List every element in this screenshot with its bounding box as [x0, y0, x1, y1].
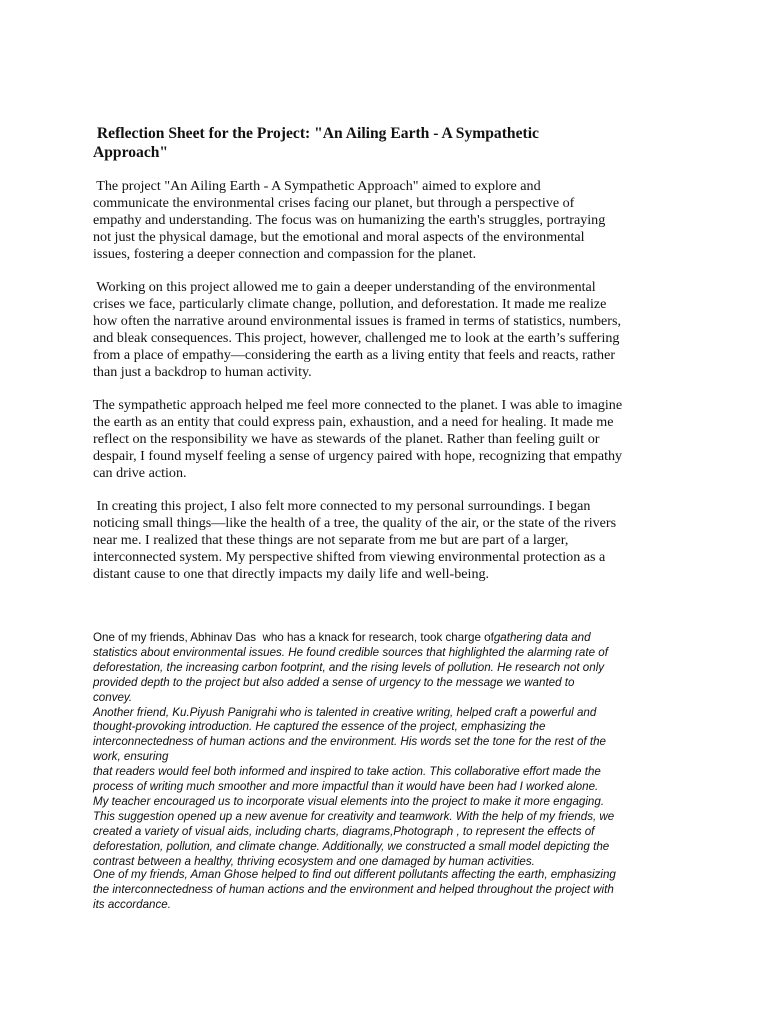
text-run: One of my friends, Abhinav Das who has a knack for research, took charge of: [93, 631, 494, 644]
text-line: The project "An Ailing Earth - A Sympathetic Approach" aimed to explore and: [93, 178, 541, 194]
friend-aman-paragraph: [93, 868, 693, 913]
text-line: My teacher encouraged us to incorporate visual elements into the project to make it more engaging.: [93, 794, 605, 808]
page-title: [93, 124, 693, 162]
text-line: convey.: [93, 690, 133, 704]
text-line: despair, I found myself feeling a sense of urgency paired with hope, recognizing that empathy: [93, 447, 623, 464]
text-line: Working on this project allowed me to gain a deeper understanding of the environmental: [93, 279, 596, 295]
text-line: statistics about environmental issues. He found credible sources that highlighted the alarming rate of: [93, 645, 608, 659]
text-line: [93, 631, 693, 646]
text-line: can drive action.: [93, 464, 187, 481]
text-line: that readers would feel both informed and inspired to take action. This collaborative effort made the: [93, 765, 601, 779]
friends-contributions: [93, 631, 693, 870]
text-line: issues, fostering a deeper connection and compassion for the planet.: [93, 245, 477, 262]
text-line: the earth as an entity that could express pain, exhaustion, and a need for healing. It made me: [93, 413, 614, 430]
paragraph-project-aim: [93, 178, 693, 263]
text-line: communicate the environmental crises facing our planet, but through a perspective of: [93, 194, 575, 211]
title-line: Reflection Sheet for the Project: "An Ailing Earth - A Sympathetic: [93, 125, 539, 142]
text-line: thought-provoking introduction. He captured the essence of the project, emphasizing the: [93, 720, 546, 734]
text-line: process of writing much smoother and more impactful than it would have been had I worked alone.: [93, 780, 599, 794]
text-line: In creating this project, I also felt more connected to my personal surroundings. I began: [93, 498, 591, 514]
text-line: reflect on the responsibility we have as stewards of the planet. Rather than feeling guilt or: [93, 430, 600, 447]
text-line: crises we face, particularly climate change, pollution, and deforestation. It made me realize: [93, 295, 607, 312]
text-line: The sympathetic approach helped me feel more connected to the planet. I was able to imagine: [93, 397, 623, 413]
text-run-italic: gathering data and: [493, 631, 591, 644]
text-line: its accordance.: [93, 897, 171, 911]
text-line: deforestation, pollution, and climate change. Additionally, we constructed a small model depicting the: [93, 839, 610, 853]
text-line: deforestation, the increasing carbon footprint, and the rising levels of pollution. He research not only: [93, 660, 605, 674]
paragraph-sympathetic-approach: [93, 397, 693, 482]
text-line: This suggestion opened up a new avenue for creativity and teamwork. With the help of my friends, we: [93, 809, 615, 823]
text-line: work, ensuring: [93, 750, 169, 764]
text-line: One of my friends, Aman Ghose helped to find out different pollutants affecting the earth, emphasizing: [93, 868, 616, 881]
text-line: from a place of empathy—considering the earth as a living entity that feels and reacts, rather: [93, 346, 616, 363]
text-line: than just a backdrop to human activity.: [93, 363, 312, 380]
paragraph-understanding: [93, 279, 693, 380]
title-line: Approach": [93, 144, 169, 161]
paragraph-personal-surroundings: [93, 498, 693, 583]
text-line: interconnectedness of human actions and the environment. His words set the tone for the rest of the: [93, 735, 606, 749]
text-line: and bleak consequences. This project, however, challenged me to look at the earth’s suffering: [93, 329, 620, 346]
text-line: how often the narrative around environmental issues is framed in terms of statistics, numbers,: [93, 312, 621, 329]
text-line: empathy and understanding. The focus was on humanizing the earth's struggles, portraying: [93, 211, 606, 228]
text-line: interconnected system. My perspective shifted from viewing environmental protection as a: [93, 548, 606, 565]
text-line: near me. I realized that these things are not separate from me but are part of a larger,: [93, 531, 569, 548]
text-line: not just the physical damage, but the emotional and moral aspects of the environmental: [93, 228, 585, 245]
text-line: the interconnectedness of human actions and the environment and helped throughout the project with: [93, 882, 614, 896]
text-line: provided depth to the project but also added a sense of urgency to the message we wanted to: [93, 675, 575, 689]
text-line: created a variety of visual aids, including charts, diagrams,Photograph , to represent the effects of: [93, 824, 595, 838]
text-line: contrast between a healthy, thriving ecosystem and one damaged by human activities.: [93, 854, 535, 868]
text-line: distant cause to one that directly impacts my daily life and well-being.: [93, 565, 490, 582]
text-line: Another friend, Ku.Piyush Panigrahi who is talented in creative writing, helped craft a powerful and: [93, 705, 597, 719]
text-line: noticing small things—like the health of a tree, the quality of the air, or the state of the rivers: [93, 514, 617, 531]
